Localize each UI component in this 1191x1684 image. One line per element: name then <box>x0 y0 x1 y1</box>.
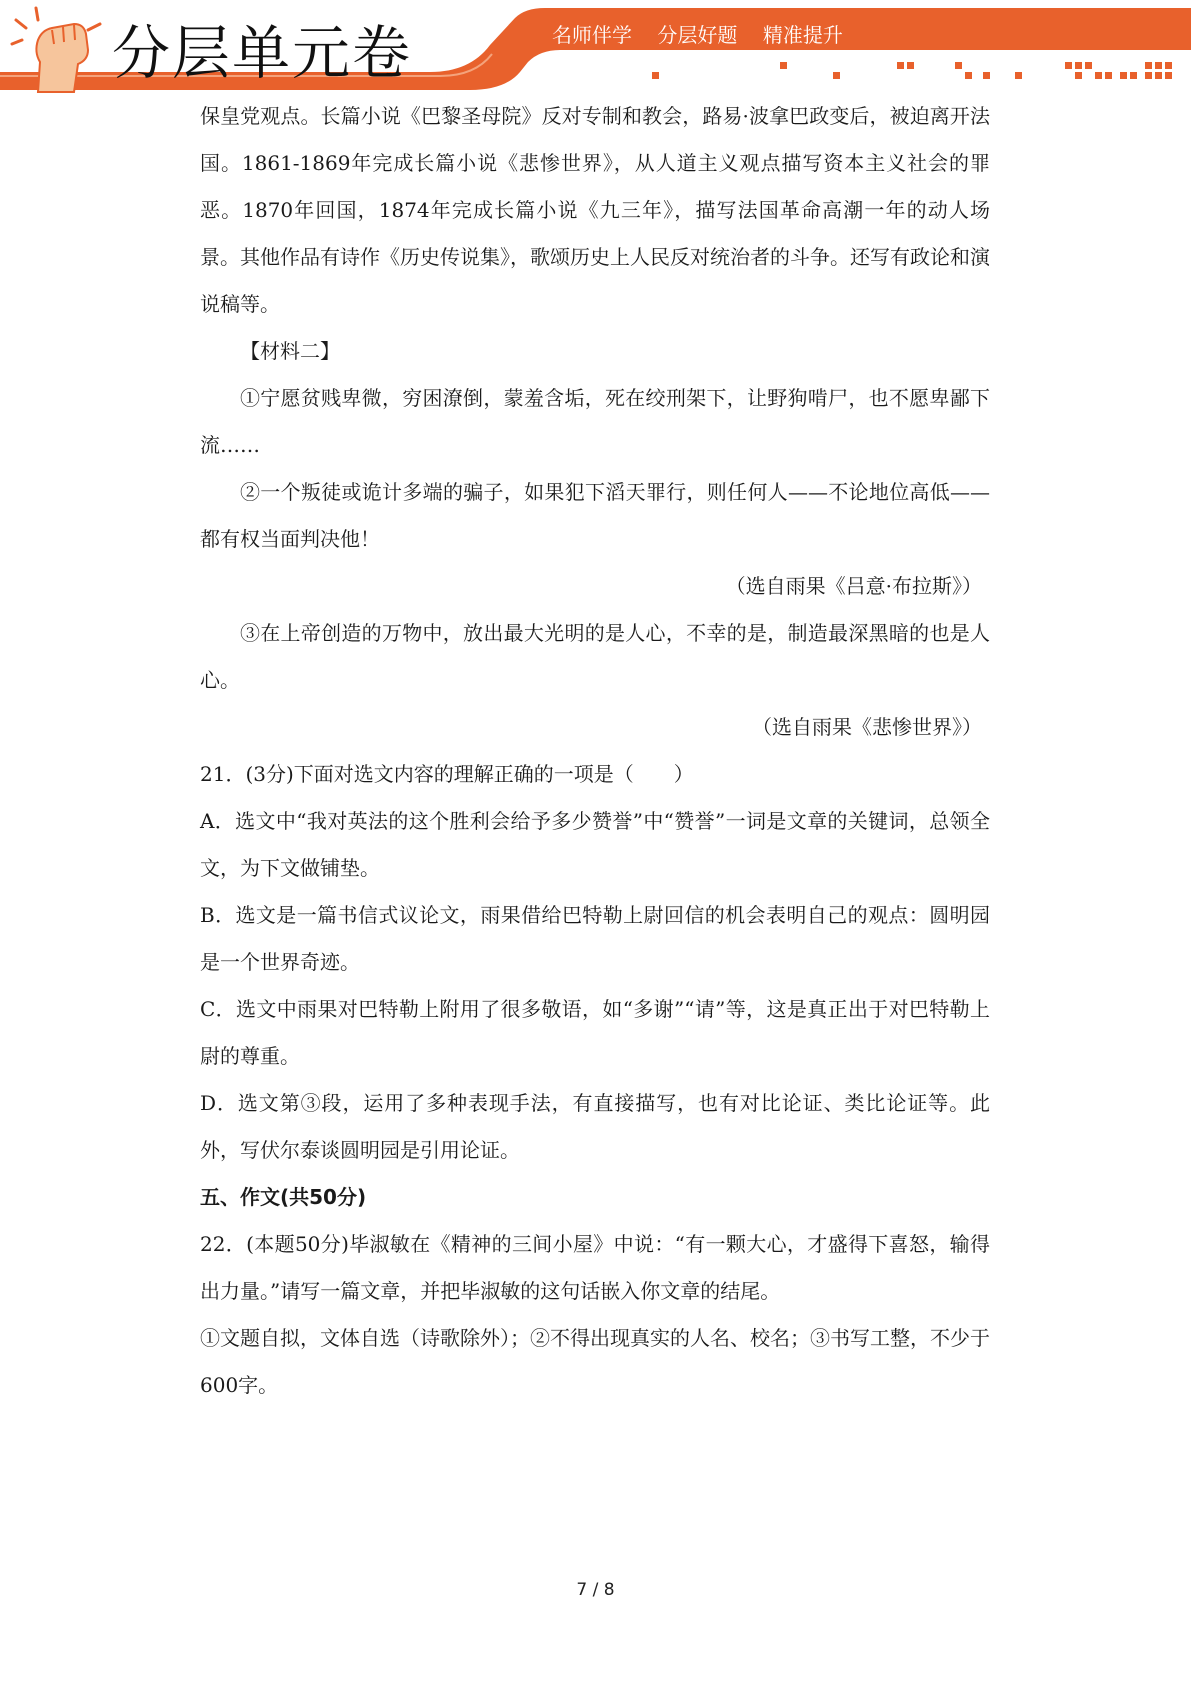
source-note-ruy-blas: （选自雨果《吕意·布拉斯》） <box>725 574 982 598</box>
question-22-requirements: ①文题自拟，文体自选（诗歌除外）；②不得出现真实的人名、校名；③书写工整，不少于600字。 <box>200 1326 990 1397</box>
author-intro-paragraph: 保皇党观点。长篇小说《巴黎圣母院》反对专制和教会，路易·波拿巴政变后，被迫离开法国。1861-1869年完成长篇小说《悲惨世界》，从人道主义观点描写资本主义社会的罪恶。1870年回国，1874年完成长篇小说《九三年》，描写法国革命高潮一年的动人场景。其他作品有诗作《历史传说集》，歌颂历史上人民反对统治者的斗争。还写有政论和演说稿等。 <box>200 104 990 316</box>
question-21-option-a: A．选文中“我对英法的这个胜利会给予多少赞誉”中“赞誉”一词是文章的关键词，总领全文，为下文做铺垫。 <box>200 809 990 880</box>
material-two-heading: 【材料二】 <box>240 339 340 363</box>
question-21-option-c: C．选文中雨果对巴特勒上附用了很多敬语，如“多谢”“请”等，这是真正出于对巴特勒上尉的尊重。 <box>200 997 990 1068</box>
fist-icon <box>8 0 108 100</box>
brand-title: 分层单元卷 <box>112 19 413 87</box>
page-number: 7 / 8 <box>576 1580 615 1600</box>
section-five-title: 五、作文(共50分) <box>200 1185 367 1209</box>
question-21-stem: 21．(3分)下面对选文内容的理解正确的一项是（ ） <box>200 762 694 786</box>
page-content <box>200 93 990 1409</box>
quote-one: ①宁愿贫贱卑微，穷困潦倒，蒙羞含垢，死在绞刑架下，让野狗啃尸，也不愿卑鄙下流…… <box>200 386 990 457</box>
source-note-les-miserables: （选自雨果《悲惨世界》） <box>752 715 982 739</box>
question-22-stem: 22．(本题50分)毕淑敏在《精神的三间小屋》中说：“有一颗大心，才盛得下喜怒，输得出力量。”请写一篇文章，并把毕淑敏的这句话嵌入你文章的结尾。 <box>200 1232 990 1303</box>
question-21-option-b: B．选文是一篇书信式议论文，雨果借给巴特勒上尉回信的机会表明自己的观点：圆明园是一个世界奇迹。 <box>200 903 990 974</box>
header-slogan: 名师伴学 分层好题 精准提升 <box>552 23 843 47</box>
quote-three: ③在上帝创造的万物中，放出最大光明的是人心，不幸的是，制造最深黑暗的也是人心。 <box>200 621 990 692</box>
quote-two: ②一个叛徒或诡计多端的骗子，如果犯下滔天罪行，则任何人——不论地位高低——都有权当面判决他！ <box>200 480 990 551</box>
page-header <box>0 0 1191 100</box>
question-21-option-d: D．选文第③段，运用了多种表现手法，有直接描写，也有对比论证、类比论证等。此外，写伏尔泰谈圆明园是引用论证。 <box>200 1091 990 1162</box>
